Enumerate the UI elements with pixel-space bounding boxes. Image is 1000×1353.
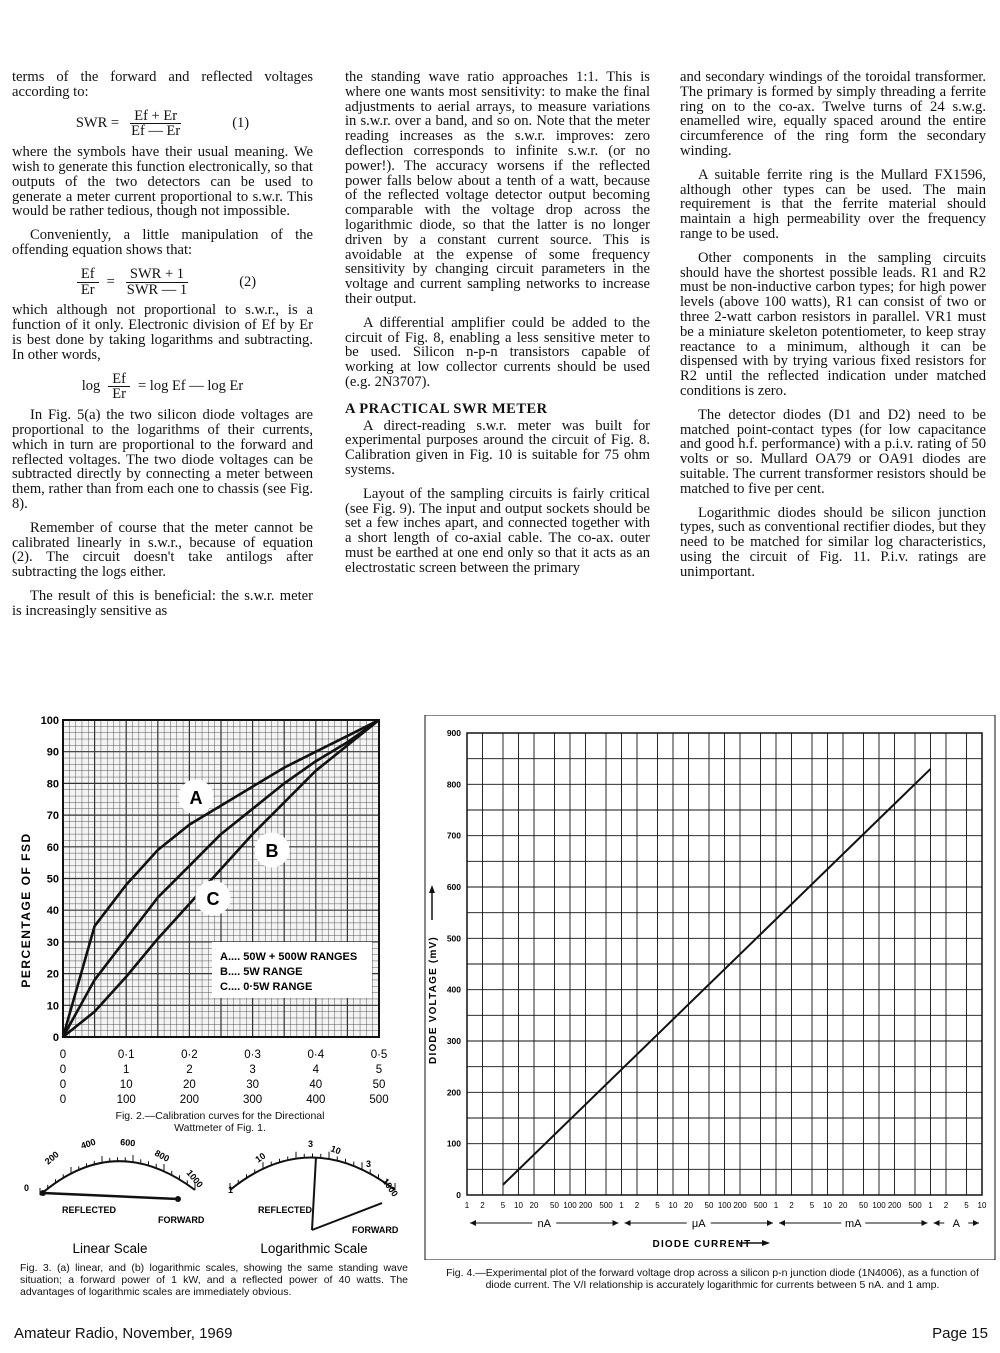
- fig4-x-tick-label: 5: [655, 1201, 660, 1210]
- fig2-x-tick-label: 4: [312, 1064, 320, 1076]
- paragraph: The result of this is beneficial: the s.w.r. meter is increasingly sensitive as: [12, 587, 313, 619]
- fig4-x-tick-label: 200: [733, 1201, 747, 1210]
- equation-1: SWR = $\frac{Ef + Er}{Ef — Er}$ (1): [75, 107, 250, 140]
- fig2-y-tick-label: 30: [46, 936, 59, 949]
- fig4-x-axis-label: DIODE CURRENT: [652, 1239, 752, 1250]
- paragraph: Other components in the sampling circuits should have the shortest possible leads. R1 and R2 must be non-inductive carbon types; for high power levels (above 100 watts), R1 can consist of two or three 2-watt carbon resistors in parallel. VR1 must be a miniature skeleton potentiometer, to keep stray reactance to a minimum, although it can be dispensed with by trying various fixed resistors for R2 until the reflected indication under matched conditions is zero.: [680, 249, 986, 399]
- fig2-x-tick-label: 10: [119, 1079, 133, 1091]
- paragraph: A differential amplifier could be added to the circuit of Fig. 8, enabling a less sensitive meter to be used. Silicon n-p-n transistors capable of working at low collector currents should be used (e.g. 2N3707).: [345, 314, 650, 390]
- fig4-x-tick-label: 10: [514, 1201, 523, 1210]
- fig4-x-tick-label: 20: [838, 1201, 848, 1210]
- fig4-x-tick-label: 200: [578, 1201, 593, 1210]
- column-3: [680, 70, 986, 589]
- fig2-x-tick-label: 1: [122, 1064, 130, 1076]
- fig4-unit-label: mA: [845, 1218, 862, 1230]
- svg-text:400: 400: [79, 1136, 97, 1151]
- paragraph: Remember of course that the meter cannot be calibrated linearly in s.w.r., because of equation (2). The circuit doesn't take antilogs after subtracting the logs either.: [12, 519, 313, 581]
- linear-scale-meter: [24, 1137, 205, 1256]
- fig4-x-tick-label: 20: [529, 1201, 539, 1210]
- fig4-y-axis-label: DIODE VOLTAGE (mV): [428, 936, 439, 1064]
- fig4-unit-arrow: [625, 1220, 631, 1226]
- fig4-unit-arrow: [470, 1220, 476, 1226]
- paragraph: Layout of the sampling circuits is fairly critical (see Fig. 9). The input and output sockets should be set a few inches apart, and connected together with a short length of co-axial cable. The co-ax. outer must be earthed at one end only so that it acts as an electrostatic screen between the primary: [345, 485, 650, 576]
- fig4-x-tick-label: 1: [464, 1201, 470, 1210]
- fig4-y-tick-label: 600: [446, 882, 461, 892]
- fig4-unit-arrow: [767, 1220, 773, 1226]
- paragraph: A direct-reading s.w.r. meter was built for experimental purposes around the circuit of Fig. 8. Calibration given in Fig. 10 is suitable for 75 ohm systems.: [345, 417, 650, 478]
- fig4-unit-label: nA: [537, 1218, 551, 1230]
- fig4-x-tick-label: 50: [550, 1201, 559, 1210]
- fig4-x-tick-label: 100: [717, 1201, 732, 1210]
- svg-text:REFLECTED: REFLECTED: [62, 1205, 116, 1215]
- svg-text:C: C: [206, 889, 220, 909]
- logarithmic-scale-meter: [228, 1139, 400, 1256]
- fig2-x-tick-label: 300: [243, 1094, 263, 1106]
- paragraph: where the symbols have their usual meaning. We wish to generate this function electronically, so that outputs of the two detectors can be used to generate a meter current proportional to s.w.r. This would be rather tedious, though not impossible.: [12, 144, 313, 220]
- fig2-x-tick-label: 0: [59, 1064, 67, 1076]
- fig4-y-tick-label: 200: [446, 1087, 461, 1098]
- fig2-y-tick-label: 0: [52, 1032, 59, 1044]
- fig2-x-tick-label: 0·2: [181, 1049, 198, 1061]
- fig2-legend: [212, 942, 372, 998]
- svg-text:1000: 1000: [184, 1167, 206, 1190]
- fig2-y-tick-label: 20: [46, 968, 59, 981]
- fig2-x-tick-label: 100: [116, 1094, 136, 1106]
- svg-text:800: 800: [153, 1147, 172, 1164]
- fig2-x-tick-label: 0: [59, 1094, 67, 1106]
- fig4-x-tick-label: 5: [964, 1201, 969, 1210]
- footer-left: Amateur Radio, November, 1969: [14, 1325, 233, 1342]
- paragraph: Conveniently, a little manipulation of the offending equation shows that:: [12, 227, 313, 258]
- svg-text:10: 10: [329, 1143, 343, 1157]
- svg-text:C.... 0·5W RANGE: C.... 0·5W RANGE: [220, 981, 313, 993]
- fig2-y-tick-label: 60: [46, 841, 59, 854]
- fig2-x-tick-label: 400: [306, 1094, 326, 1106]
- fig4-unit-label: A: [952, 1218, 960, 1230]
- paragraph: Logarithmic diodes should be silicon junction types, such as conventional rectifier diodes, but they need to be matched for similar log characteristics, using the circuit of Fig. 11. P.i.v. ratings are unimportant.: [680, 504, 986, 580]
- fig3-meter-scales: [10, 1135, 410, 1260]
- section-heading: A PRACTICAL SWR METER: [345, 400, 548, 417]
- fig2-x-tick-label: 40: [309, 1079, 323, 1091]
- column-2: [345, 70, 650, 585]
- fig4-caption: Fig. 4.—Experimental plot of the forward voltage drop across a silicon p-n junction diode (1N4006), as a function of diode current. The V/I relationship is accurately logarithmic for currents between 5 nA. and 1 amp.: [446, 1267, 979, 1291]
- paragraph: In Fig. 5(a) the two silicon diode voltages are proportional to the logarithms of their currents, which in turn are proportional to the forward and reflected voltages. The two diode voltages can be subtracted directly by connecting a meter between them, rather than from each one to chassis (see Fig. 8).: [12, 407, 313, 512]
- fig2-x-tick-label: 0·5: [370, 1049, 388, 1061]
- fig2-x-tick-label: 0: [59, 1049, 67, 1061]
- fig4-y-tick-label: 700: [446, 830, 461, 841]
- svg-text:0: 0: [24, 1183, 30, 1193]
- fig4-data-line: [503, 769, 931, 1185]
- logarithmic-scale-title: Logarithmic Scale: [260, 1241, 368, 1256]
- fig4-unit-arrow: [922, 1220, 928, 1226]
- fig4-y-tick-label: 900: [446, 728, 461, 738]
- curve-label-a: [179, 780, 213, 814]
- fig4-x-tick-label: 500: [599, 1201, 613, 1210]
- paragraph: the standing wave ratio approaches 1:1. This is where one wants most sensitivity: to make the final adjustments to aerial arrays, to measure variations in s.w.r. over a band, and so on. Note that the meter reading increases as the s.w.r. improves: zero deflection corresponds to infinite s.w.r. (or no power!). The accuracy worsens if the reflected power falls below about a tenth of a watt, because of the reflected voltage detector output becoming comparable with the voltage drop across the logarithmic diode, so that the latter is no longer driven by a constant current source. This is avoidable at the expense of some frequency sensitivity by changing circuit parameters in the voltage and current sampling networks to increase their output.: [345, 69, 650, 307]
- equation-2: $\frac{Ef}{Er}$ = $\frac{\text{SWR + 1}}{\text{SWR — 1}}$ (2): [12, 267, 313, 298]
- svg-text:600: 600: [119, 1137, 136, 1149]
- fig2-x-tick-label: 5: [375, 1064, 383, 1076]
- svg-text:B.... 5W RANGE: B.... 5W RANGE: [220, 966, 303, 978]
- fig4-x-tick-label: 10: [823, 1201, 832, 1210]
- linear-scale-title: Linear Scale: [72, 1241, 148, 1256]
- svg-text:FORWARD: FORWARD: [158, 1215, 205, 1225]
- fig4-x-tick-label: 500: [908, 1201, 922, 1210]
- fig4-x-tick-label: 1: [619, 1201, 624, 1210]
- fig4-x-tick-label: 10: [668, 1201, 678, 1210]
- svg-text:FORWARD: FORWARD: [352, 1225, 399, 1235]
- fig2-y-tick-label: 90: [46, 746, 59, 759]
- paragraph: which although not proportional to s.w.r., is a function of it only. Electronic division of Ef by Er is best done by taking logarithms and subtracting. In other words,: [12, 302, 313, 363]
- svg-text:3: 3: [366, 1159, 372, 1169]
- fig2-y-axis-label: PERCENTAGE OF FSD: [19, 832, 33, 988]
- footer-right: Page 15: [932, 1325, 988, 1342]
- fig4-x-tick-label: 2: [943, 1201, 949, 1210]
- fig4-x-tick-label: 2: [789, 1201, 794, 1210]
- fig4-y-tick-label: 300: [446, 1036, 461, 1046]
- svg-text:A: A: [189, 788, 203, 808]
- fig2-y-tick-label: 80: [46, 778, 59, 791]
- fig2-x-tick-label: 50: [372, 1079, 386, 1091]
- fig4-x-tick-label: 10: [977, 1201, 987, 1210]
- svg-text:REFLECTED: REFLECTED: [258, 1205, 312, 1215]
- svg-text:A.... 50W + 500W RANGES: A.... 50W + 500W RANGES: [220, 951, 358, 963]
- paragraph: terms of the forward and reflected voltages according to:: [12, 69, 313, 100]
- svg-text:3: 3: [308, 1139, 314, 1149]
- fig4-x-tick-label: 20: [684, 1201, 693, 1210]
- fig2-y-tick-label: 10: [46, 1000, 59, 1013]
- fig4-x-tick-label: 1: [773, 1201, 779, 1210]
- paragraph: The detector diodes (D1 and D2) need to be matched point-contact types (for low capacitance and good h.f. performance) with a p.i.v. rating of 50 volts or so. Mullard OA79 or OA91 diodes are suitable. The current transformer resistors should be matched to five per cent.: [680, 406, 986, 497]
- column-1: [12, 70, 313, 628]
- fig2-calibration-chart: [0, 700, 420, 1110]
- paragraph: A suitable ferrite ring is the Mullard FX1596, although other types can be used. The main requirement is that the ferrite material should maintain a high permeability over the frequency range to be used.: [680, 166, 986, 242]
- fig2-x-tick-label: 0: [59, 1079, 67, 1091]
- fig4-x-tick-label: 2: [634, 1201, 640, 1210]
- fig4-unit-label: μA: [691, 1218, 706, 1230]
- svg-text:200: 200: [42, 1149, 61, 1167]
- paragraph: and secondary windings of the toroidal transformer. The primary is formed by simply threading a ferrite ring on to the co-ax. Twelve turns of 24 s.w.g. enamelled wire, equally spaced around the entire circumference of the ring form the secondary winding.: [680, 69, 986, 159]
- svg-text:1000: 1000: [380, 1176, 401, 1199]
- fig4-unit-arrow: [613, 1220, 619, 1226]
- fig4-x-tick-label: 500: [753, 1201, 768, 1210]
- fig2-x-tick-label: 500: [369, 1094, 389, 1106]
- fig4-y-tick-label: 0: [456, 1190, 461, 1200]
- svg-text:10: 10: [253, 1150, 268, 1165]
- fig4-x-tick-label: 1: [928, 1201, 933, 1210]
- fig2-y-tick-label: 70: [46, 810, 59, 823]
- equation-3: log $\frac{Ef}{Er}$ = log Ef — log Er: [81, 370, 244, 403]
- fig4-x-tick-label: 50: [704, 1201, 714, 1210]
- fig4-unit-arrow: [779, 1220, 785, 1226]
- fig4-y-tick-label: 400: [446, 984, 461, 995]
- svg-text:1: 1: [228, 1185, 234, 1195]
- svg-text:B: B: [265, 841, 279, 861]
- fig2-x-tick-label: 0·4: [307, 1049, 325, 1061]
- fig2-x-tick-label: 30: [246, 1079, 259, 1091]
- fig4-y-tick-label: 800: [446, 779, 461, 790]
- fig2-x-tick-label: 2: [186, 1064, 193, 1076]
- fig4-x-tick-label: 200: [887, 1201, 902, 1210]
- fig2-caption: Fig. 2.—Calibration curves for the Directional Wattmeter of Fig. 1.: [115, 1110, 325, 1134]
- fig4-y-tick-label: 100: [446, 1138, 461, 1149]
- fig4-y-axis-arrow: [429, 885, 435, 920]
- fig2-y-tick-label: 100: [40, 715, 59, 727]
- fig2-x-tick-label: 0·1: [117, 1049, 135, 1061]
- fig4-x-tick-label: 50: [859, 1201, 868, 1210]
- fig3-caption: Fig. 3. (a) linear, and (b) logarithmic scales, showing the same standing wave situation; a forward power of 1 kW, and a reflected power of 40 watts. The advantages of logarithmic scales are immediately obvious.: [20, 1262, 408, 1298]
- fig4-x-tick-label: 100: [872, 1201, 886, 1210]
- fig4-diode-chart: [420, 715, 1000, 1260]
- curve-label-b: [255, 833, 289, 867]
- fig4-unit-arrow: [973, 1220, 979, 1226]
- fig2-x-tick-label: 20: [183, 1079, 196, 1091]
- curve-label-c: [196, 881, 230, 915]
- fig4-unit-arrow: [934, 1220, 940, 1226]
- fig2-x-tick-label: 200: [179, 1094, 199, 1106]
- fig4-x-tick-label: 5: [500, 1201, 506, 1210]
- fig4-x-tick-label: 2: [480, 1201, 485, 1210]
- fig2-y-tick-label: 40: [46, 905, 59, 918]
- fig2-x-tick-label: 0·3: [244, 1049, 261, 1061]
- fig4-x-tick-label: 100: [563, 1201, 577, 1210]
- fig2-x-tick-label: 3: [249, 1064, 256, 1076]
- fig4-x-tick-label: 5: [809, 1201, 815, 1210]
- fig4-y-tick-label: 500: [446, 933, 461, 944]
- fig2-y-tick-label: 50: [46, 873, 59, 886]
